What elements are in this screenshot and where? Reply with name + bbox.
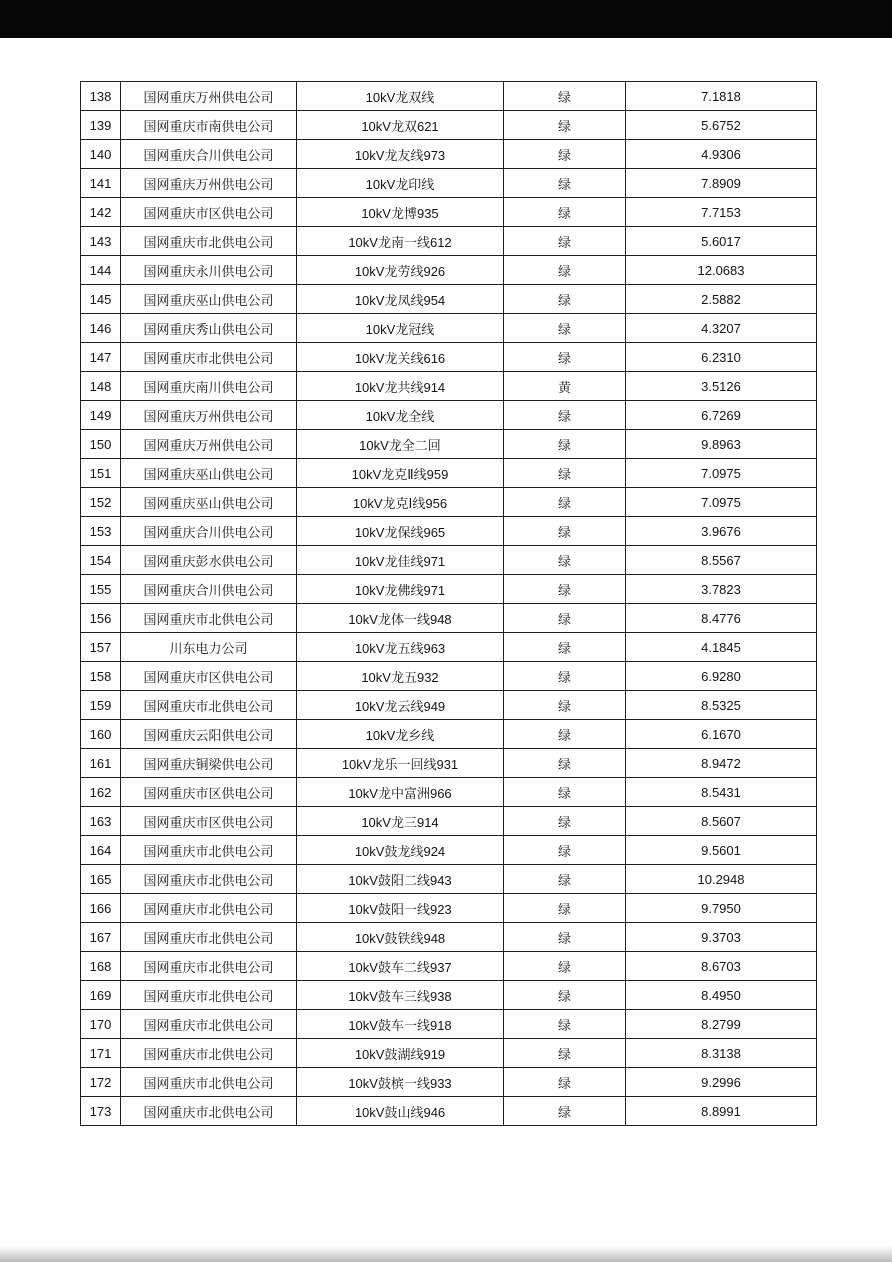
table-row <box>81 314 817 343</box>
row-index-cell: 169 <box>81 981 121 1010</box>
line-name-cell: 10kV龙南一线612 <box>297 227 504 256</box>
line-name-cell: 10kV龙共线914 <box>297 372 504 401</box>
line-name-cell: 10kV龙五932 <box>297 662 504 691</box>
table-row <box>81 198 817 227</box>
status-cell: 绿 <box>504 459 626 488</box>
row-index-cell: 138 <box>81 82 121 111</box>
value-cell: 12.0683 <box>626 256 817 285</box>
company-cell: 国网重庆合川供电公司 <box>121 140 297 169</box>
status-cell: 绿 <box>504 836 626 865</box>
table-row <box>81 662 817 691</box>
line-name-cell: 10kV龙双线 <box>297 82 504 111</box>
line-name-cell: 10kV龙双621 <box>297 111 504 140</box>
line-name-cell: 10kV龙博935 <box>297 198 504 227</box>
company-cell: 国网重庆彭水供电公司 <box>121 546 297 575</box>
company-cell: 国网重庆合川供电公司 <box>121 517 297 546</box>
value-cell: 3.9676 <box>626 517 817 546</box>
line-name-cell: 10kV鼓槟一线933 <box>297 1068 504 1097</box>
status-cell: 绿 <box>504 1097 626 1126</box>
row-index-cell: 165 <box>81 865 121 894</box>
value-cell: 3.7823 <box>626 575 817 604</box>
power-line-table <box>80 81 817 1126</box>
line-name-cell: 10kV鼓山线946 <box>297 1097 504 1126</box>
row-index-cell: 157 <box>81 633 121 662</box>
table-row <box>81 749 817 778</box>
value-cell: 8.5431 <box>626 778 817 807</box>
table-row <box>81 1010 817 1039</box>
row-index-cell: 153 <box>81 517 121 546</box>
value-cell: 7.0975 <box>626 488 817 517</box>
row-index-cell: 160 <box>81 720 121 749</box>
table-row <box>81 633 817 662</box>
table-row <box>81 82 817 111</box>
value-cell: 9.3703 <box>626 923 817 952</box>
row-index-cell: 166 <box>81 894 121 923</box>
status-cell: 绿 <box>504 604 626 633</box>
status-cell: 绿 <box>504 749 626 778</box>
line-name-cell: 10kV龙乡线 <box>297 720 504 749</box>
company-cell: 国网重庆永川供电公司 <box>121 256 297 285</box>
value-cell: 8.4776 <box>626 604 817 633</box>
row-index-cell: 151 <box>81 459 121 488</box>
line-name-cell: 10kV龙三914 <box>297 807 504 836</box>
company-cell: 国网重庆市区供电公司 <box>121 198 297 227</box>
value-cell: 10.2948 <box>626 865 817 894</box>
company-cell: 国网重庆市区供电公司 <box>121 807 297 836</box>
row-index-cell: 146 <box>81 314 121 343</box>
value-cell: 4.1845 <box>626 633 817 662</box>
company-cell: 国网重庆铜梁供电公司 <box>121 749 297 778</box>
value-cell: 7.7153 <box>626 198 817 227</box>
status-cell: 绿 <box>504 314 626 343</box>
line-name-cell: 10kV龙全二回 <box>297 430 504 459</box>
value-cell: 3.5126 <box>626 372 817 401</box>
table-row <box>81 343 817 372</box>
line-name-cell: 10kV龙克Ⅱ线959 <box>297 459 504 488</box>
status-cell: 绿 <box>504 952 626 981</box>
table-row <box>81 923 817 952</box>
status-cell: 绿 <box>504 1039 626 1068</box>
value-cell: 8.6703 <box>626 952 817 981</box>
row-index-cell: 152 <box>81 488 121 517</box>
value-cell: 9.7950 <box>626 894 817 923</box>
row-index-cell: 143 <box>81 227 121 256</box>
value-cell: 2.5882 <box>626 285 817 314</box>
company-cell: 国网重庆万州供电公司 <box>121 430 297 459</box>
row-index-cell: 164 <box>81 836 121 865</box>
company-cell: 国网重庆市北供电公司 <box>121 836 297 865</box>
status-cell: 绿 <box>504 720 626 749</box>
value-cell: 5.6752 <box>626 111 817 140</box>
value-cell: 9.8963 <box>626 430 817 459</box>
status-cell: 绿 <box>504 1068 626 1097</box>
company-cell: 国网重庆市北供电公司 <box>121 1010 297 1039</box>
status-cell: 绿 <box>504 169 626 198</box>
company-cell: 国网重庆市区供电公司 <box>121 778 297 807</box>
line-name-cell: 10kV鼓铁线948 <box>297 923 504 952</box>
row-index-cell: 156 <box>81 604 121 633</box>
row-index-cell: 150 <box>81 430 121 459</box>
line-name-cell: 10kV鼓车一线918 <box>297 1010 504 1039</box>
value-cell: 7.1818 <box>626 82 817 111</box>
line-name-cell: 10kV鼓车三线938 <box>297 981 504 1010</box>
company-cell: 国网重庆市北供电公司 <box>121 227 297 256</box>
line-name-cell: 10kV龙冠线 <box>297 314 504 343</box>
row-index-cell: 154 <box>81 546 121 575</box>
company-cell: 国网重庆市北供电公司 <box>121 1097 297 1126</box>
value-cell: 4.9306 <box>626 140 817 169</box>
status-cell: 绿 <box>504 82 626 111</box>
company-cell: 国网重庆市南供电公司 <box>121 111 297 140</box>
row-index-cell: 155 <box>81 575 121 604</box>
status-cell: 绿 <box>504 546 626 575</box>
line-name-cell: 10kV龙保线965 <box>297 517 504 546</box>
company-cell: 国网重庆合川供电公司 <box>121 575 297 604</box>
company-cell: 国网重庆市区供电公司 <box>121 662 297 691</box>
table-row <box>81 169 817 198</box>
row-index-cell: 170 <box>81 1010 121 1039</box>
status-cell: 绿 <box>504 778 626 807</box>
line-name-cell: 10kV龙体一线948 <box>297 604 504 633</box>
table-row <box>81 227 817 256</box>
line-name-cell: 10kV鼓龙线924 <box>297 836 504 865</box>
company-cell: 国网重庆市北供电公司 <box>121 604 297 633</box>
line-name-cell: 10kV龙中富洲966 <box>297 778 504 807</box>
line-name-cell: 10kV鼓车二线937 <box>297 952 504 981</box>
company-cell: 国网重庆巫山供电公司 <box>121 488 297 517</box>
company-cell: 国网重庆云阳供电公司 <box>121 720 297 749</box>
status-cell: 绿 <box>504 227 626 256</box>
company-cell: 国网重庆市北供电公司 <box>121 894 297 923</box>
company-cell: 国网重庆市北供电公司 <box>121 923 297 952</box>
value-cell: 7.0975 <box>626 459 817 488</box>
table-row <box>81 575 817 604</box>
table-row <box>81 981 817 1010</box>
status-cell: 绿 <box>504 865 626 894</box>
value-cell: 8.2799 <box>626 1010 817 1039</box>
row-index-cell: 173 <box>81 1097 121 1126</box>
row-index-cell: 159 <box>81 691 121 720</box>
company-cell: 国网重庆巫山供电公司 <box>121 459 297 488</box>
value-cell: 6.1670 <box>626 720 817 749</box>
value-cell: 8.9472 <box>626 749 817 778</box>
table-row <box>81 807 817 836</box>
row-index-cell: 168 <box>81 952 121 981</box>
table-row <box>81 952 817 981</box>
page-bottom-shadow <box>0 1246 892 1262</box>
status-cell: 黄 <box>504 372 626 401</box>
table-row <box>81 430 817 459</box>
line-name-cell: 10kV龙关线616 <box>297 343 504 372</box>
row-index-cell: 171 <box>81 1039 121 1068</box>
line-name-cell: 10kV龙乐一回线931 <box>297 749 504 778</box>
company-cell: 国网重庆巫山供电公司 <box>121 285 297 314</box>
table-row <box>81 517 817 546</box>
line-name-cell: 10kV龙友线973 <box>297 140 504 169</box>
value-cell: 6.7269 <box>626 401 817 430</box>
top-black-bar <box>0 0 892 38</box>
table-row <box>81 836 817 865</box>
status-cell: 绿 <box>504 633 626 662</box>
status-cell: 绿 <box>504 691 626 720</box>
company-cell: 国网重庆南川供电公司 <box>121 372 297 401</box>
value-cell: 8.5567 <box>626 546 817 575</box>
table-row <box>81 1068 817 1097</box>
status-cell: 绿 <box>504 285 626 314</box>
line-name-cell: 10kV龙克Ⅰ线956 <box>297 488 504 517</box>
company-cell: 国网重庆市北供电公司 <box>121 1039 297 1068</box>
table-row <box>81 285 817 314</box>
line-table-body <box>81 82 817 1126</box>
company-cell: 国网重庆市北供电公司 <box>121 981 297 1010</box>
row-index-cell: 142 <box>81 198 121 227</box>
line-name-cell: 10kV龙云线949 <box>297 691 504 720</box>
line-name-cell: 10kV龙印线 <box>297 169 504 198</box>
company-cell: 国网重庆市北供电公司 <box>121 691 297 720</box>
row-index-cell: 141 <box>81 169 121 198</box>
status-cell: 绿 <box>504 343 626 372</box>
company-cell: 国网重庆市北供电公司 <box>121 343 297 372</box>
value-cell: 8.5325 <box>626 691 817 720</box>
table-row <box>81 894 817 923</box>
row-index-cell: 147 <box>81 343 121 372</box>
company-cell: 国网重庆万州供电公司 <box>121 401 297 430</box>
company-cell: 国网重庆市北供电公司 <box>121 865 297 894</box>
table-row <box>81 256 817 285</box>
value-cell: 4.3207 <box>626 314 817 343</box>
value-cell: 9.5601 <box>626 836 817 865</box>
value-cell: 8.3138 <box>626 1039 817 1068</box>
row-index-cell: 167 <box>81 923 121 952</box>
value-cell: 7.8909 <box>626 169 817 198</box>
status-cell: 绿 <box>504 140 626 169</box>
row-index-cell: 158 <box>81 662 121 691</box>
row-index-cell: 163 <box>81 807 121 836</box>
status-cell: 绿 <box>504 111 626 140</box>
row-index-cell: 149 <box>81 401 121 430</box>
line-name-cell: 10kV龙佛线971 <box>297 575 504 604</box>
status-cell: 绿 <box>504 401 626 430</box>
table-row <box>81 1039 817 1068</box>
line-name-cell: 10kV龙劳线926 <box>297 256 504 285</box>
table-row <box>81 488 817 517</box>
table-row <box>81 865 817 894</box>
line-name-cell: 10kV龙凤线954 <box>297 285 504 314</box>
table-row <box>81 111 817 140</box>
company-cell: 国网重庆万州供电公司 <box>121 169 297 198</box>
status-cell: 绿 <box>504 488 626 517</box>
table-row <box>81 604 817 633</box>
row-index-cell: 139 <box>81 111 121 140</box>
line-name-cell: 10kV鼓阳一线923 <box>297 894 504 923</box>
row-index-cell: 144 <box>81 256 121 285</box>
status-cell: 绿 <box>504 430 626 459</box>
status-cell: 绿 <box>504 575 626 604</box>
line-name-cell: 10kV龙五线963 <box>297 633 504 662</box>
row-index-cell: 148 <box>81 372 121 401</box>
table-row <box>81 1097 817 1126</box>
row-index-cell: 172 <box>81 1068 121 1097</box>
line-name-cell: 10kV鼓湖线919 <box>297 1039 504 1068</box>
value-cell: 8.8991 <box>626 1097 817 1126</box>
status-cell: 绿 <box>504 517 626 546</box>
row-index-cell: 162 <box>81 778 121 807</box>
value-cell: 5.6017 <box>626 227 817 256</box>
row-index-cell: 161 <box>81 749 121 778</box>
status-cell: 绿 <box>504 923 626 952</box>
line-name-cell: 10kV龙佳线971 <box>297 546 504 575</box>
status-cell: 绿 <box>504 198 626 227</box>
company-cell: 国网重庆万州供电公司 <box>121 82 297 111</box>
table-row <box>81 459 817 488</box>
status-cell: 绿 <box>504 981 626 1010</box>
status-cell: 绿 <box>504 894 626 923</box>
company-cell: 国网重庆市北供电公司 <box>121 1068 297 1097</box>
status-cell: 绿 <box>504 1010 626 1039</box>
value-cell: 8.5607 <box>626 807 817 836</box>
status-cell: 绿 <box>504 807 626 836</box>
table-row <box>81 720 817 749</box>
table-row <box>81 140 817 169</box>
value-cell: 6.2310 <box>626 343 817 372</box>
row-index-cell: 140 <box>81 140 121 169</box>
table-row <box>81 401 817 430</box>
status-cell: 绿 <box>504 662 626 691</box>
row-index-cell: 145 <box>81 285 121 314</box>
table-row <box>81 546 817 575</box>
table-row <box>81 691 817 720</box>
value-cell: 8.4950 <box>626 981 817 1010</box>
status-cell: 绿 <box>504 256 626 285</box>
company-cell: 川东电力公司 <box>121 633 297 662</box>
line-name-cell: 10kV鼓阳二线943 <box>297 865 504 894</box>
line-name-cell: 10kV龙全线 <box>297 401 504 430</box>
company-cell: 国网重庆秀山供电公司 <box>121 314 297 343</box>
value-cell: 9.2996 <box>626 1068 817 1097</box>
company-cell: 国网重庆市北供电公司 <box>121 952 297 981</box>
table-row <box>81 778 817 807</box>
table-row <box>81 372 817 401</box>
value-cell: 6.9280 <box>626 662 817 691</box>
